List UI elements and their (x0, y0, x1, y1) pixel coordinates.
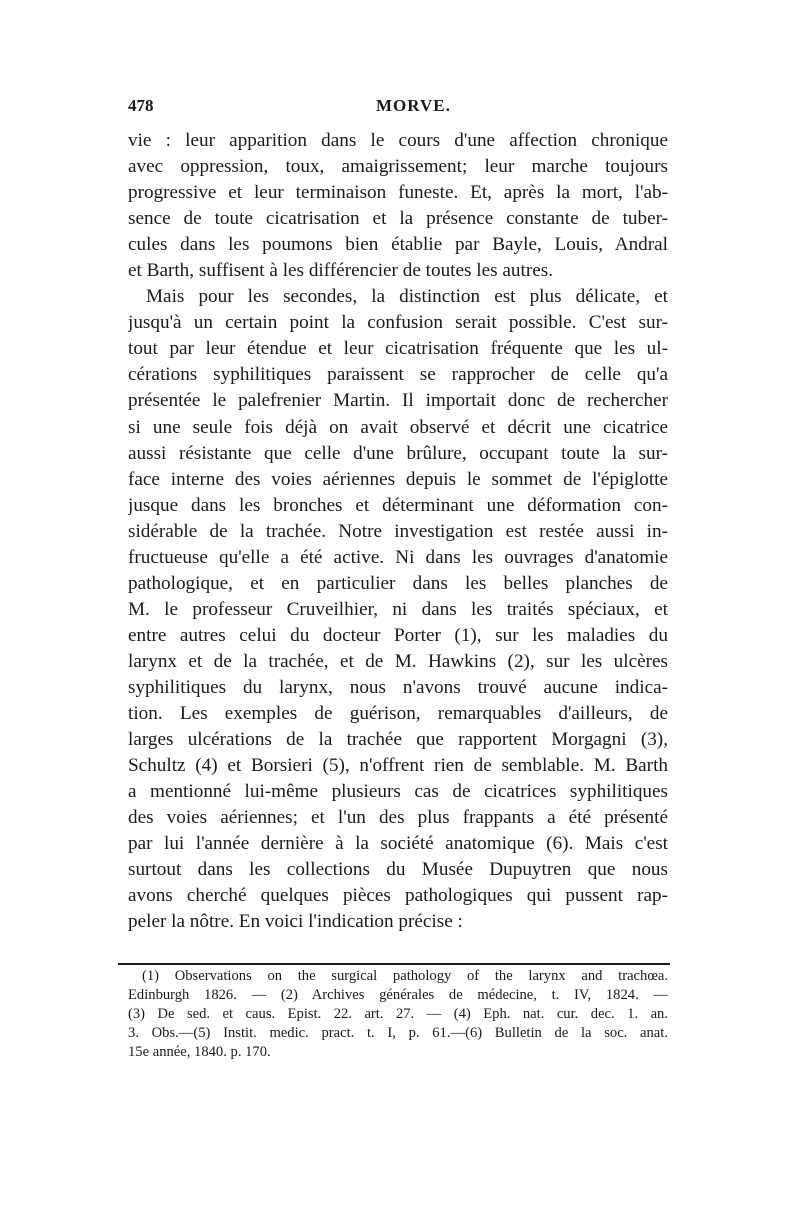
footnotes (128, 967, 668, 1062)
footnote-line: (1) Observations on the surgical pathology of the larynx and trachœa. (142, 968, 668, 984)
text-line: entre autres celui du docteur Porter (1), sur les maladies du (128, 624, 668, 646)
text-line: avons cherché quelques pièces pathologiques qui pussent rap- (128, 885, 668, 907)
text-line: vie : leur apparition dans le cours d'une affection chronique (128, 130, 668, 151)
text-line: Mais pour les secondes, la distinction est plus délicate, et (146, 286, 668, 308)
text-line: larges ulcérations de la trachée que rapportent Morgagni (3), (128, 729, 668, 751)
page-number: 478 (128, 96, 154, 115)
text-line: progressive et leur terminaison funeste. Et, après la mort, l'ab- (128, 182, 668, 204)
text-line: Schultz (4) et Borsieri (5), n'offrent rien de semblable. M. Barth (128, 755, 668, 777)
text-line: jusqu'à un certain point la confusion serait possible. C'est sur- (128, 312, 668, 334)
text-line: tout par leur étendue et leur cicatrisation fréquente que les ul- (128, 338, 668, 360)
text-line: M. le professeur Cruveilhier, ni dans les traités spéciaux, et (128, 598, 668, 620)
text-line: cérations syphilitiques paraissent se rapprocher de celle qu'a (128, 364, 668, 386)
text-line: face interne des voies aériennes depuis le sommet de l'épiglotte (128, 468, 668, 490)
footnote-line: 15e année, 1840. p. 170. (128, 1044, 271, 1060)
body-text (128, 128, 668, 935)
text-line: aussi résistante que celle d'une brûlure, occupant toute la sur- (128, 442, 668, 464)
text-line: et Barth, suffisent à les différencier de toutes les autres. (128, 260, 554, 282)
text-line: cules dans les poumons bien établie par Bayle, Louis, Andral (128, 234, 668, 256)
text-line: des voies aériennes; et l'un des plus frappants a été présenté (128, 807, 668, 829)
footnote-line: Edinburgh 1826. — (2) Archives générales de médecine, t. IV, 1824. — (128, 987, 668, 1003)
text-line: peler la nôtre. En voici l'indication précise : (128, 911, 463, 933)
footnote-divider (118, 963, 670, 965)
text-line: surtout dans les collections du Musée Dupuytren que nous (128, 859, 668, 881)
text-line: larynx et de la trachée, et de M. Hawkins (2), sur les ulcères (128, 650, 668, 672)
footnote-line: 3. Obs.—(5) Instit. medic. pract. t. I, p. 61.—(6) Bulletin de la soc. anat. (128, 1025, 668, 1041)
text-line: sidérable de la trachée. Notre investigation est restée aussi in- (128, 520, 668, 542)
text-line: fructueuse qu'elle a été active. Ni dans les ouvrages d'anatomie (128, 546, 668, 568)
text-line: a mentionné lui-même plusieurs cas de cicatrices syphilitiques (128, 781, 668, 803)
text-line: syphilitiques du larynx, nous n'avons trouvé aucune indica- (128, 676, 668, 698)
text-line: pathologique, et en particulier dans les belles planches de (128, 572, 668, 594)
running-head: MORVE. (376, 96, 451, 115)
text-line: si une seule fois déjà on avait observé et décrit une cicatrice (128, 416, 668, 438)
footnote-line: (3) De sed. et caus. Epist. 22. art. 27. — (4) Eph. nat. cur. dec. 1. an. (128, 1006, 668, 1022)
text-line: avec oppression, toux, amaigrissement; leur marche toujours (128, 156, 668, 178)
text-line: sence de toute cicatrisation et la présence constante de tuber- (128, 208, 668, 230)
text-line: tion. Les exemples de guérison, remarquables d'ailleurs, de (128, 703, 668, 725)
text-line: jusque dans les bronches et déterminant une déformation con- (128, 494, 668, 516)
page-header (128, 96, 668, 124)
text-line: par lui l'année dernière à la société anatomique (6). Mais c'est (128, 833, 668, 855)
text-line: présentée le palefrenier Martin. Il importait donc de rechercher (128, 390, 668, 412)
